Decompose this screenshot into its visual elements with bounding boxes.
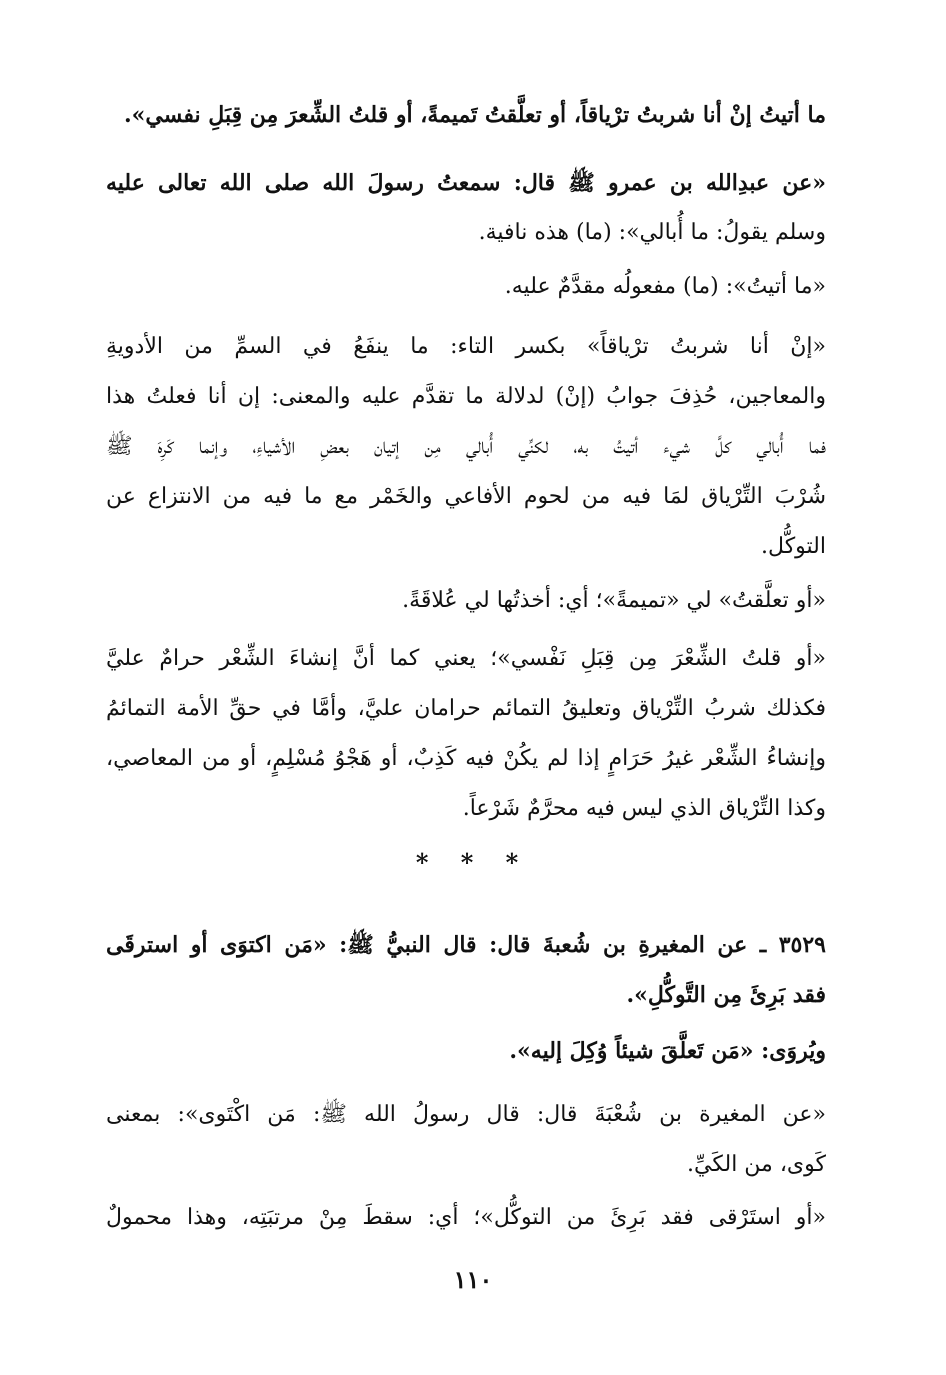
page-number: ١١٠ (453, 1265, 493, 1294)
paragraph-commentary-4 (106, 576, 826, 626)
text-line: وكذا التِّرْياق الذي ليس فيه محرَّمٌ شَرْعاً. (462, 796, 826, 821)
text-line: وإنشاءُ الشِّعْر غيرُ حَرَامٍ إذا لم يكُنْ فيه كَذِبٌ، أو هَجْوُ مُسْلِمٍ، أو من المعاصي، (106, 746, 826, 771)
text-line: وسلم يقولُ: ما أُبالي»: (ما) هذه نافية. (478, 220, 826, 245)
paragraph-commentary-3 (106, 322, 826, 572)
paragraph-narration (106, 1026, 826, 1076)
text-line: «أو تعلَّقتُ» لي «تميمةً»؛ أي: أخذتُها لي عُلاقَةً. (402, 588, 826, 613)
text-line: التوكُّل. (761, 534, 826, 559)
text-line: ما أتيتُ إنْ أنا شربتُ ترْياقاً، أو تعلَّقتُ تَميمةً، أو قلتُ الشِّعرَ مِن قِبَلِ نفسي». (124, 102, 826, 128)
text-line: فكذلك شربُ التِّرْياق وتعليقُ التمائم حرامان عليَّ، وأمَّا في حقِّ الأمة التمائمُ (106, 696, 826, 721)
paragraph-hadith-ending (106, 90, 826, 140)
text-line: ويُروَى: «مَن تَعلَّقَ شيئاً وُكِلَ إليه». (509, 1038, 826, 1064)
text-line: كَوى، من الكَيِّ. (687, 1152, 826, 1177)
text-line: والمعاجين، حُذِفَ جوابُ (إنْ) لدلالة ما تقدَّم عليه والمعنى: إن أنا فعلتُ هذا (106, 384, 826, 409)
text-line: شُرْبَ التِّرْياق لمَا فيه من لحوم الأفاعي والخَمْر مع ما فيه من الانتزاع عن (106, 484, 826, 509)
text-line: «إنْ أنا شربتُ ترْياقاً» بكسر التاء: ما ينفَعُ في السمِّ من الأدويةِ (106, 334, 826, 359)
paragraph-hadith-3529 (106, 920, 826, 1020)
text-line: «عن المغيرة بن شُعْبَةَ قال: قال رسولُ الله ﷺ: مَن اكْتَوى»: بمعنى (106, 1102, 826, 1127)
paragraph-commentary-1 (106, 158, 826, 258)
text-line: فما أُبالي كلَّ شيء أتيتُ به، لكنِّي أُبالي مِن إتيان بعضِ الأشياءِ، وإنما كَرِهَ ﷺ (106, 434, 826, 459)
text-line: «أو قلتُ الشِّعْرَ مِن قِبَلِ نَفْسي»؛ يعني كما أنَّ إنشاءَ الشِّعْر حرامٌ عليَّ (106, 646, 826, 671)
paragraph-commentary-5 (106, 634, 826, 834)
text-line: «ما أتيتُ»: (ما) مفعولُه مقدَّمٌ عليه. (504, 274, 826, 299)
text-line: «أو استَرْقى فقد بَرِئَ من التوكُّل»؛ أي: سقطَ مِنْ مرتبَتِه، وهذا محمولٌ (106, 1205, 826, 1230)
paragraph-commentary-2 (106, 262, 826, 312)
paragraph-commentary-7 (106, 1193, 826, 1243)
paragraph-commentary-6 (106, 1090, 826, 1190)
text-line: فقد بَرِئَ مِن التَّوكُّلِ». (626, 982, 826, 1008)
text-line: ٣٥٢٩ ـ عن المغيرةِ بن شُعبةَ قال: قال النبيُّ ﷺ: «مَن اكتوَى أو استرقَى (106, 932, 826, 958)
section-divider: * * * (415, 848, 531, 877)
text-line: «عن عبدِالله بن عمرو ﷺ قال: سمعتُ رسولَ الله صلى الله تعالى عليه (106, 170, 826, 196)
